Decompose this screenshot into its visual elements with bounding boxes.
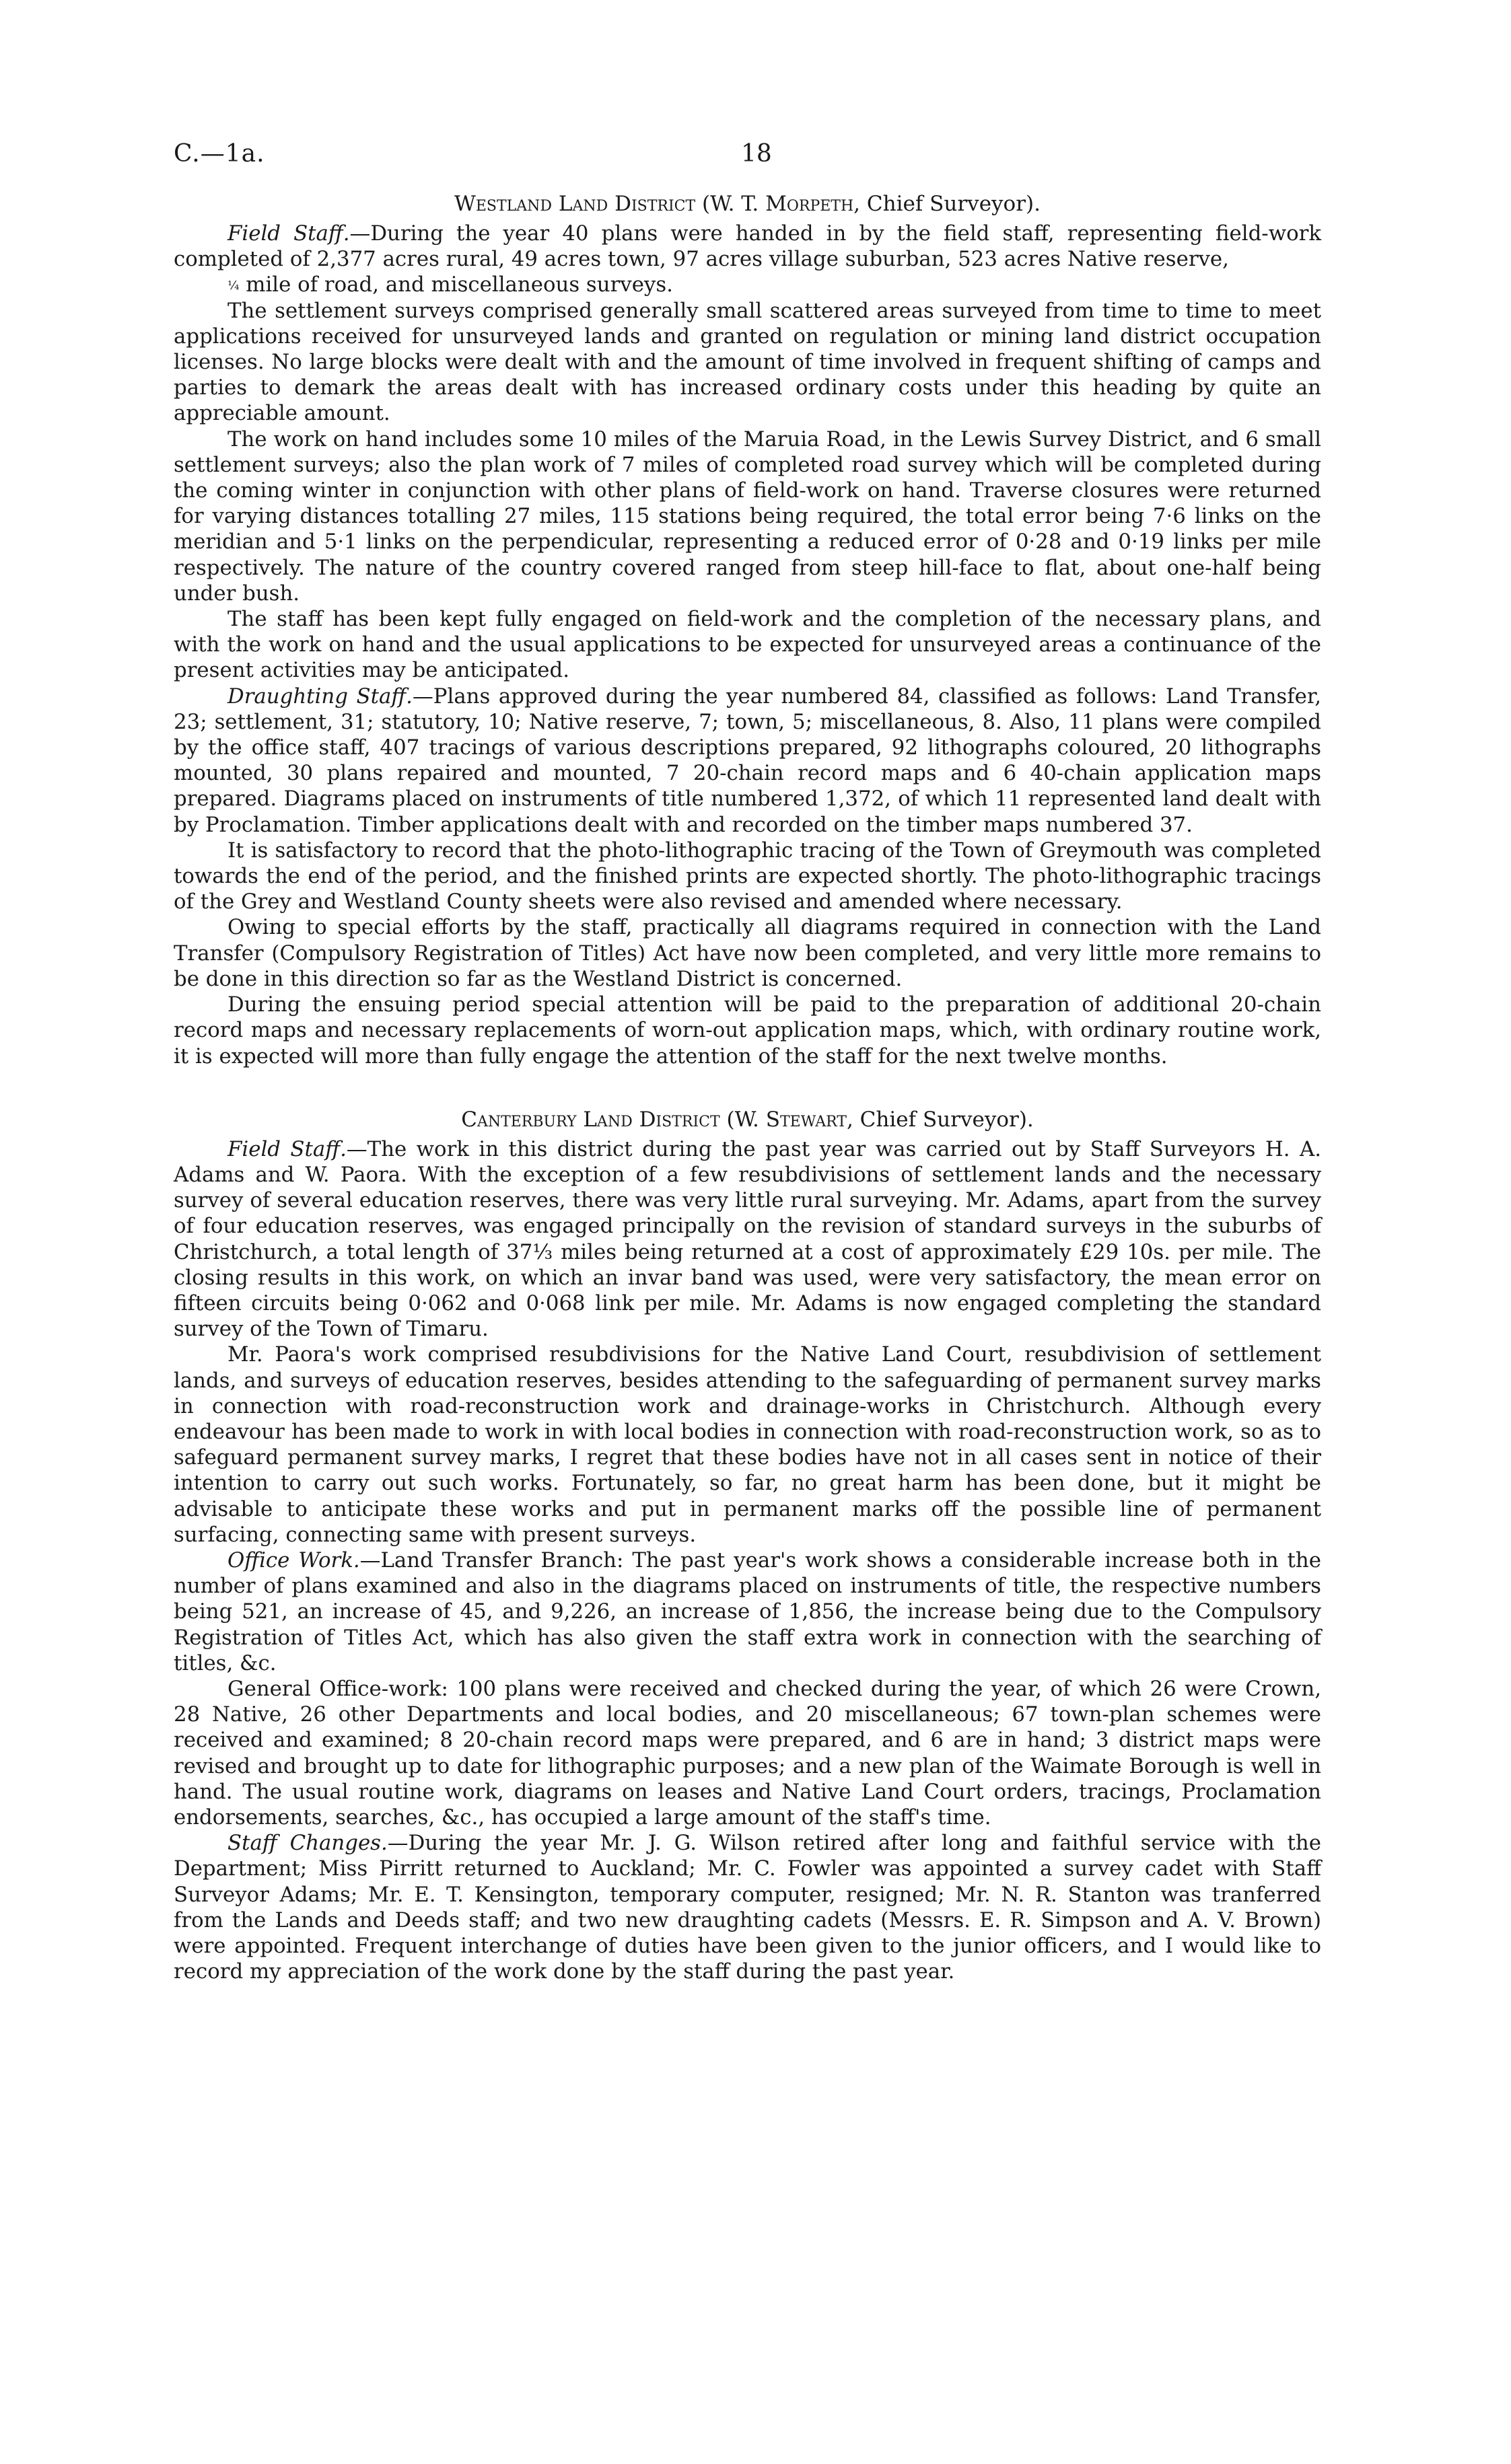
canterbury-staff-changes-lead: Staff Changes. [227,1831,388,1856]
canterbury-office-work-lead: Office Work. [227,1548,360,1572]
westland-staff-engaged-paragraph: The staff has been kept fully engaged on field-work and the completion of the necessary plans, and with the work on hand and the usual applications to be expected for unsurveyed areas a continuance of the present activities may be anticipated. [174,607,1321,683]
westland-field-staff-paragraph [174,221,1321,298]
canterbury-staff-changes-text: —During the year Mr. J. G. Wilson retired after long and faithful service with the Department; Miss Pirritt returned to Auckland; Mr. C. Fowler was appointed a survey cadet with Staff Surveyor Adams; Mr. E. T. Kensington, temporary computer, resigned; Mr. N. R. Stanton was tranferred from the Lands and Deeds staff; and two new draughting cadets (Messrs. E. R. Simpson and A. V. Brown) were appointed. Frequent interchange of duties have been given to the junior officers, and I would like to record my appreciation of the work done by the staff during the past year. [174,1831,1321,1984]
canterbury-paora-paragraph: Mr. Paora's work comprised resubdivisions for the Native Land Court, resubdivision of settlement lands, and surveys of education reserves, besides attending to the safeguarding of permanent survey marks in connection with road-reconstruction work and drainage-works in Christchurch. Although every endeavour has been made to work in with local bodies in connection with road-reconstruction work, so as to safeguard permanent survey marks, I regret that these bodies have not in all cases sent in notice of their intention to carry out such works. Fortunately, so far, no great harm has been done, but it might be advisable to anticipate these works and put in permanent marks off the possible line of permanent surfacing, connecting same with present surveys. [174,1342,1321,1547]
canterbury-staff-changes-paragraph [174,1830,1321,1984]
westland-work-on-hand-paragraph: The work on hand includes some 10 miles of the Maruia Road, in the Lewis Survey District, and 6 small settlement surveys; also the plan work of 7 miles of completed road survey which will be completed during the coming winter in conjunction with other plans of field-work on hand. Traverse closures were returned for varying distances totalling 27 miles, 115 stations being required, the total error being 7·6 links on the meridian and 5·1 links on the perpendicular, representing a reduced error of 0·28 and 0·19 links per mile respectively. The nature of the country covered ranged from steep hill-face to flat, about one-half being under bush. [174,427,1321,606]
document-page [174,135,1321,1984]
westland-draughting-text: —Plans approved during the year numbered 84, classified as follows: Land Transfer, 23; settlement, 31; statutory, 10; Native reserve, 7; town, 5; miscellaneous, 8. Also, 11 plans were compiled by the office staff, 407 tracings of various descriptions prepared, 92 lithographs coloured, 20 lithographs mounted, 30 plans repaired and mounted, 7 20-chain record maps and 6 40-chain application maps prepared. Diagrams placed on instruments of title numbered 1,372, of which 11 represented land dealt with by Proclamation. Timber applications dealt with and recorded on the timber maps numbered 37. [174,684,1321,837]
canterbury-office-work-paragraph [174,1548,1321,1676]
westland-settlement-paragraph: The settlement surveys comprised generally small scattered areas surveyed from time to time to meet applications received for unsurveyed lands and granted on regulation or mining land district occupation licenses. No large blocks were dealt with and the amount of time involved in frequent shifting of camps and parties to demark the areas dealt with has increased ordinary costs under this heading by quite an appreciable amount. [174,298,1321,426]
canterbury-field-staff-lead: Field Staff. [227,1136,347,1161]
westland-field-staff-tail: mile of road, and miscellaneous surveys. [246,273,673,297]
page-number: 18 [741,140,772,168]
westland-heading [174,190,1321,218]
westland-draughting-lead: Draughting Staff. [227,684,413,709]
westland-field-staff-lead: Field Staff. [227,221,350,246]
canterbury-field-staff-paragraph [174,1136,1321,1342]
westland-draughting-paragraph [174,684,1321,838]
westland-surveyor-name: (W. T. Morpeth, [702,192,861,216]
westland-greymouth-paragraph: It is satisfactory to record that the photo-lithographic tracing of the Town of Greymouth was completed towards the end of the period, and the finished prints are expected shortly. The photo-lithographic tracings of the Grey and Westland County sheets were also revised and amended where necessary. [174,838,1321,914]
westland-ensuing-period-paragraph: During the ensuing period special attention will be paid to the preparation of additional 20-chain record maps and necessary replacements of worn-out application maps, which, with ordinary routine work, it is expected will more than fully engage the attention of the staff for the next twelve months. [174,992,1321,1068]
canterbury-field-staff-text: —The work in this district during the past year was carried out by Staff Surveyors H. A. Adams and W. Paora. With the exception of a few resubdivisions of settlement lands and the necessary survey of several education reserves, there was very little rural surveying. Mr. Adams, apart from the survey of four education reserves, was engaged principally on the revision of standard surveys in the suburbs of Christchurch, a total length of 37⅓ miles being returned at a cost of approximately £29 10s. per mile. The closing results in this work, on which an invar band was used, were very satisfactory, the mean error on fifteen circuits being 0·062 and 0·068 link per mile. Mr. Adams is now engaged completing the standard survey of the Town of Timaru. [174,1136,1321,1342]
quarter-fraction: ¼ [227,278,240,293]
westland-surveyor-role: Chief Surveyor). [866,192,1041,216]
canterbury-surveyor-name: (W. Stewart, [726,1107,853,1132]
westland-field-staff-text: —During the year 40 plans were handed in by the field staff, representing field-work completed of 2,377 acres rural, 49 acres town, 97 acres village suburban, 523 acres Native reserve, [174,221,1321,272]
page-header [174,135,1321,175]
canterbury-surveyor-role: Chief Surveyor). [859,1107,1034,1132]
westland-district-title: Westland Land District [454,192,696,216]
canterbury-office-work-text: —Land Transfer Branch: The past year's work shows a considerable increase both in the number of plans examined and also in the diagrams placed on instruments of title, the respective numbers being 521, an increase of 45, and 9,226, an increase of 1,856, the increase being due to the Compulsory Registration of Titles Act, which has also given the staff extra work in connection with the searching of titles, &c. [174,1548,1321,1675]
canterbury-heading [174,1106,1321,1134]
canterbury-district-title: Canterbury Land District [461,1107,720,1132]
document-code: C.—1a. [174,140,265,168]
canterbury-general-office-paragraph: General Office-work: 100 plans were received and checked during the year, of which 26 were Crown, 28 Native, 26 other Departments and local bodies, and 20 miscellaneous; 67 town-plan schemes were received and examined; 8 20-chain record maps were prepared, and 6 are in hand; 3 district maps were revised and brought up to date for lithographic purposes; and a new plan of the Waimate Borough is well in hand. The usual routine work, diagrams on leases and Native Land Court orders, tracings, Proclamation endorsements, searches, &c., has occupied a large amount of the staff's time. [174,1676,1321,1829]
westland-diagrams-paragraph: Owing to special efforts by the staff, practically all diagrams required in connection with the Land Transfer (Compulsory Registration of Titles) Act have now been completed, and very little more remains to be done in this direction so far as the Westland District is concerned. [174,915,1321,991]
